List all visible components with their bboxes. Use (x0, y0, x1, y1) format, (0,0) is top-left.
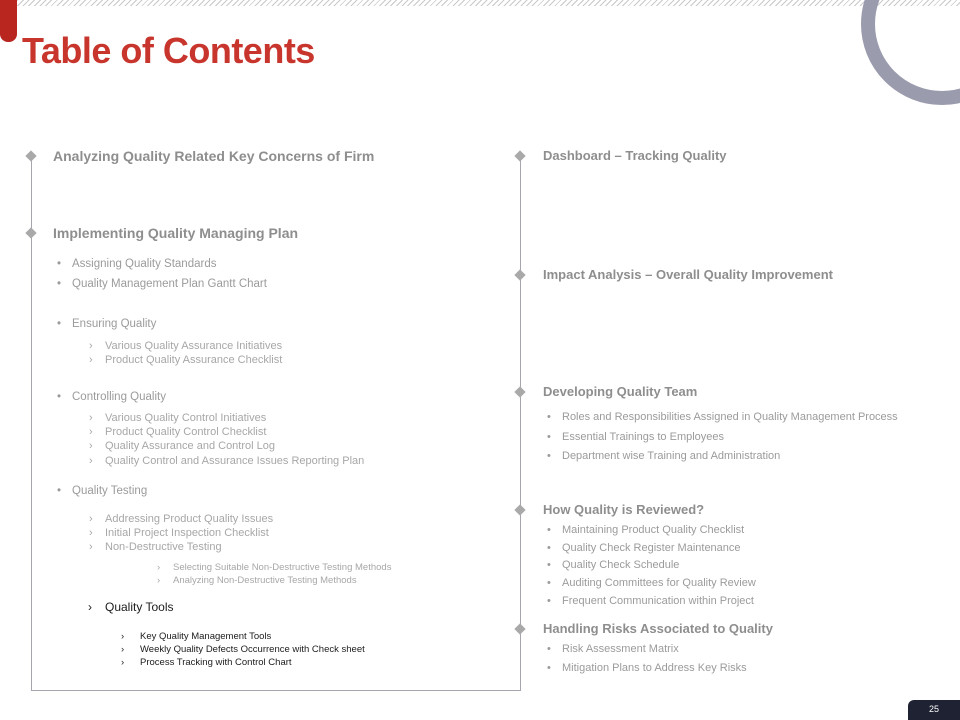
toc-subitem[interactable]: › Initial Project Inspection Checklist (105, 527, 269, 539)
diamond-bullet-icon (514, 504, 525, 515)
diamond-bullet-icon (25, 150, 36, 161)
diamond-bullet-icon (25, 227, 36, 238)
toc-section-dashboard[interactable]: Dashboard – Tracking Quality (543, 148, 727, 163)
toc-section-risks[interactable]: Handling Risks Associated to Quality (543, 621, 773, 636)
toc-item-quality-tools[interactable]: › Quality Tools (105, 600, 173, 614)
top-hatch-border (0, 0, 960, 6)
page-title: Table of Contents (22, 30, 315, 71)
diamond-bullet-icon (514, 150, 525, 161)
toc-subitem-highlight[interactable]: › Process Tracking with Control Chart (140, 657, 292, 668)
toc-item[interactable]: • Auditing Committees for Quality Review (562, 577, 756, 589)
toc-item-gantt[interactable]: • Quality Management Plan Gantt Chart (72, 278, 267, 290)
center-divider-line (520, 156, 521, 691)
toc-item[interactable]: • Quality Check Register Maintenance (562, 542, 741, 554)
toc-item[interactable]: • Mitigation Plans to Address Key Risks (562, 662, 747, 674)
toc-subitem[interactable]: › Non-Destructive Testing (105, 541, 222, 553)
toc-item-ensuring[interactable]: • Ensuring Quality (72, 318, 156, 330)
toc-subitem[interactable]: › Product Quality Control Checklist (105, 426, 266, 438)
toc-subitem-highlight[interactable]: › Key Quality Management Tools (140, 631, 271, 642)
toc-section-team[interactable]: Developing Quality Team (543, 384, 698, 399)
toc-item[interactable]: • Maintaining Product Quality Checklist (562, 524, 744, 536)
toc-section-implementing[interactable]: Implementing Quality Managing Plan (53, 225, 299, 241)
diamond-bullet-icon (514, 623, 525, 634)
toc-item-testing[interactable]: • Quality Testing (72, 485, 147, 497)
toc-section-analyzing[interactable]: Analyzing Quality Related Key Concerns of Firm (53, 148, 375, 164)
diamond-bullet-icon (514, 386, 525, 397)
decorative-ring (860, 0, 960, 106)
bottom-frame-line (31, 690, 521, 691)
toc-subitem[interactable]: › Product Quality Assurance Checklist (105, 354, 282, 366)
toc-item[interactable]: • Risk Assessment Matrix (562, 643, 679, 655)
toc-item[interactable]: • Essential Trainings to Employees (562, 431, 724, 443)
toc-subitem-highlight[interactable]: › Weekly Quality Defects Occurrence with Check sheet (140, 644, 365, 655)
toc-subitem[interactable]: › Various Quality Control Initiatives (105, 412, 266, 424)
toc-item[interactable]: • Frequent Communication within Project (562, 595, 754, 607)
toc-section-review[interactable]: How Quality is Reviewed? (543, 502, 705, 517)
diamond-bullet-icon (514, 269, 525, 280)
toc-section-impact[interactable]: Impact Analysis – Overall Quality Improvement (543, 267, 833, 282)
toc-item-assigning[interactable]: • Assigning Quality Standards (72, 258, 216, 270)
toc-item-controlling[interactable]: • Controlling Quality (72, 391, 166, 403)
toc-item[interactable]: • Department wise Training and Administration (562, 450, 780, 462)
toc-subitem[interactable]: › Addressing Product Quality Issues (105, 513, 273, 525)
red-corner-tab (0, 0, 17, 42)
toc-item[interactable]: • Quality Check Schedule (562, 559, 679, 571)
toc-subsubitem[interactable]: › Selecting Suitable Non-Destructive Testing Methods (173, 562, 391, 573)
toc-subitem[interactable]: › Quality Control and Assurance Issues Reporting Plan (105, 455, 364, 467)
page-number: 25 (928, 704, 939, 714)
toc-subsubitem[interactable]: › Analyzing Non-Destructive Testing Methods (173, 575, 357, 586)
toc-subitem[interactable]: › Various Quality Assurance Initiatives (105, 340, 282, 352)
toc-subitem[interactable]: › Quality Assurance and Control Log (105, 440, 275, 452)
toc-item[interactable]: • Roles and Responsibilities Assigned in Quality Management Process (562, 411, 898, 423)
